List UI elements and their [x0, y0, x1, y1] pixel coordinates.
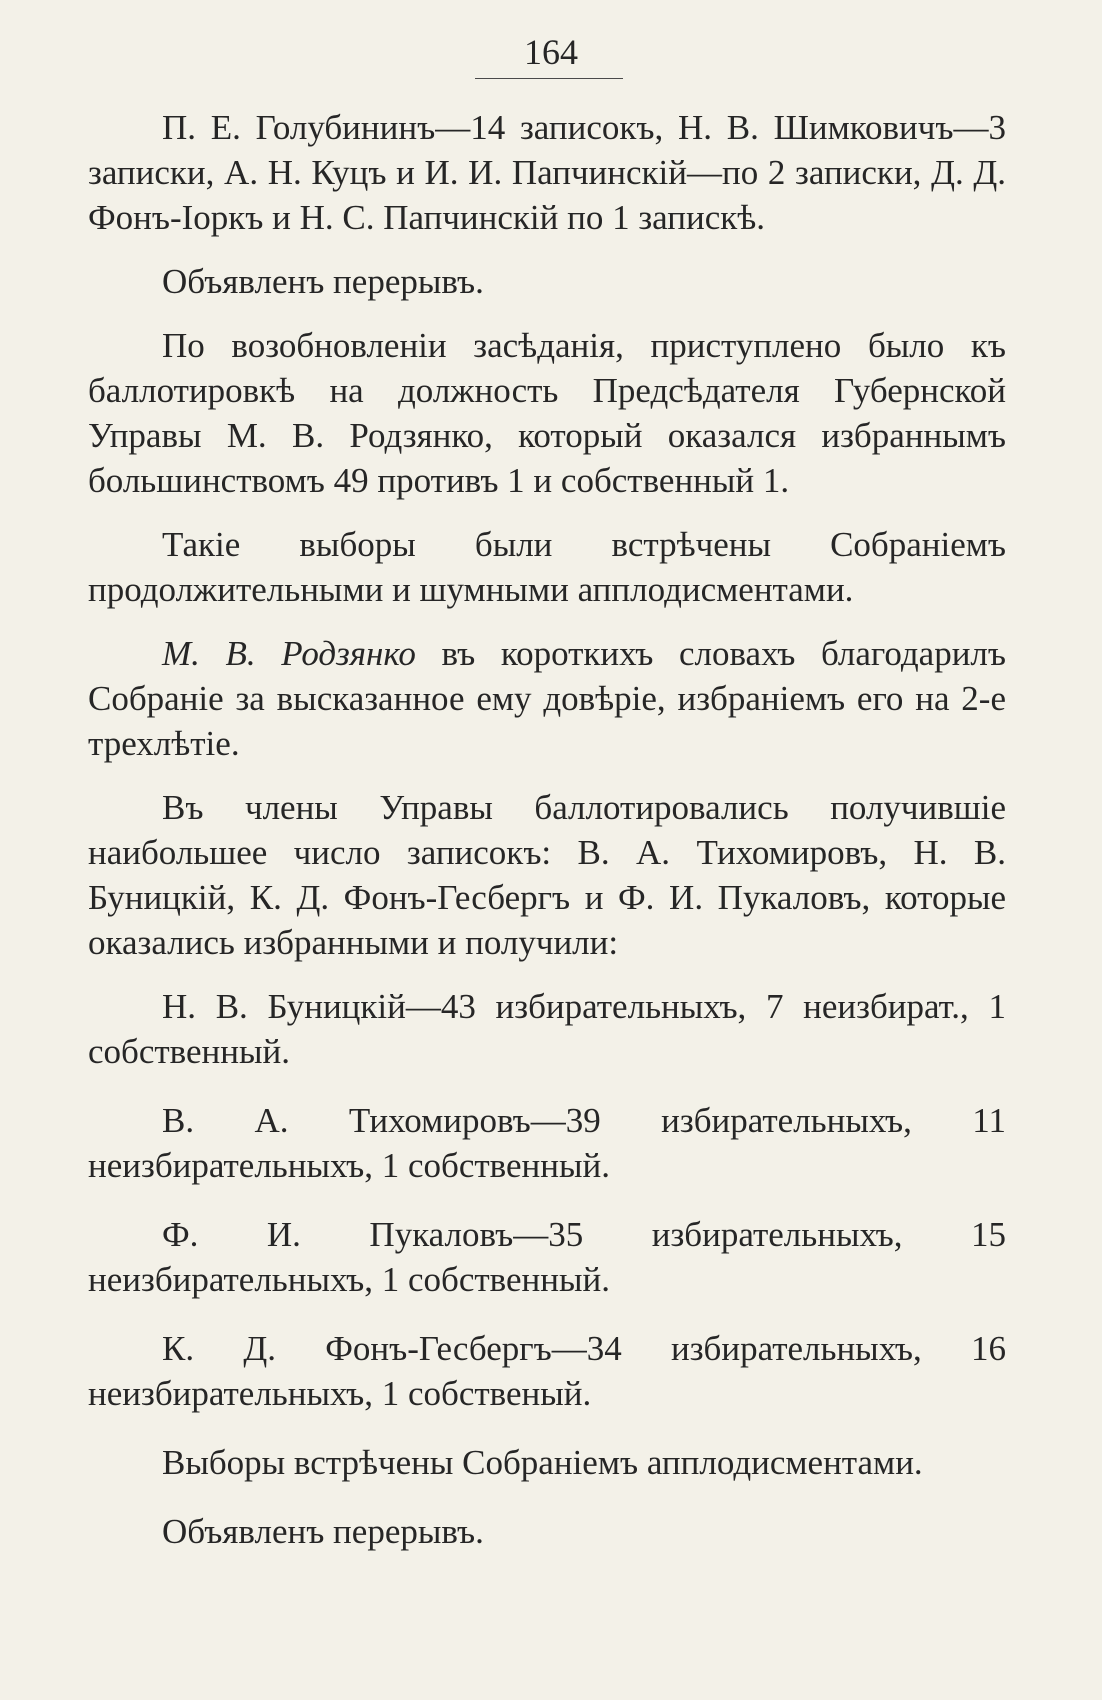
paragraph-2: Объявленъ перерывъ.	[162, 262, 484, 301]
page-number: 164	[524, 32, 578, 72]
paragraph-6: Въ члены Управы баллотировались получившіе наибольшее число записокъ: В. А. Тихомировъ, Н. В. Буницкій, К. Д. Фонъ-Гесбергъ и Ф. И. Пукаловъ, которые оказались избранными и получили:	[88, 788, 1006, 962]
paragraph-8: В. А. Тихомировъ—39 избирательныхъ, 11 неизбирательныхъ, 1 собственный.	[88, 1101, 1006, 1185]
paragraph-7: Н. В. Буницкій—43 избирательныхъ, 7 неизбират., 1 собственный.	[88, 987, 1006, 1071]
paragraph-5-body: въ короткихъ словахъ благодарилъ Собраніе за высказанное ему довѣріе, избраніемъ его на 2-е трехлѣтіе.	[88, 634, 1006, 763]
paragraph-11: Выборы встрѣчены Собраніемъ апплодисментами.	[162, 1443, 923, 1482]
paragraph-10: К. Д. Фонъ-Гесбергъ—34 избирательныхъ, 16 неизбирательныхъ, 1 собственый.	[88, 1329, 1006, 1413]
paragraph-9: Ф. И. Пукаловъ—35 избирательныхъ, 15 неизбирательныхъ, 1 собственный.	[88, 1215, 1006, 1299]
paragraph-5	[88, 631, 1006, 766]
page-text	[88, 105, 1006, 1554]
header-rule	[475, 78, 623, 79]
paragraph-4: Такіе выборы были встрѣчены Собраніемъ продолжительными и шумными апплодисментами.	[88, 525, 1006, 609]
speaker-name: М. В. Родзянко	[162, 634, 416, 673]
paragraph-1: П. Е. Голубининъ—14 записокъ, Н. В. Шимковичъ—3 записки, А. Н. Куцъ и И. И. Папчинскій—по 2 записки, Д. Д. Фонъ-Іоркъ и Н. С. Папчинскій по 1 запискѣ.	[88, 108, 1006, 237]
paragraph-12: Объявленъ перерывъ.	[162, 1512, 484, 1551]
paragraph-3: По возобновленіи засѣданія, приступлено было къ баллотировкѣ на должность Предсѣдателя Губернской Управы М. В. Родзянко, который оказался избраннымъ большинствомъ 49 противъ 1 и собственный 1.	[88, 326, 1006, 500]
